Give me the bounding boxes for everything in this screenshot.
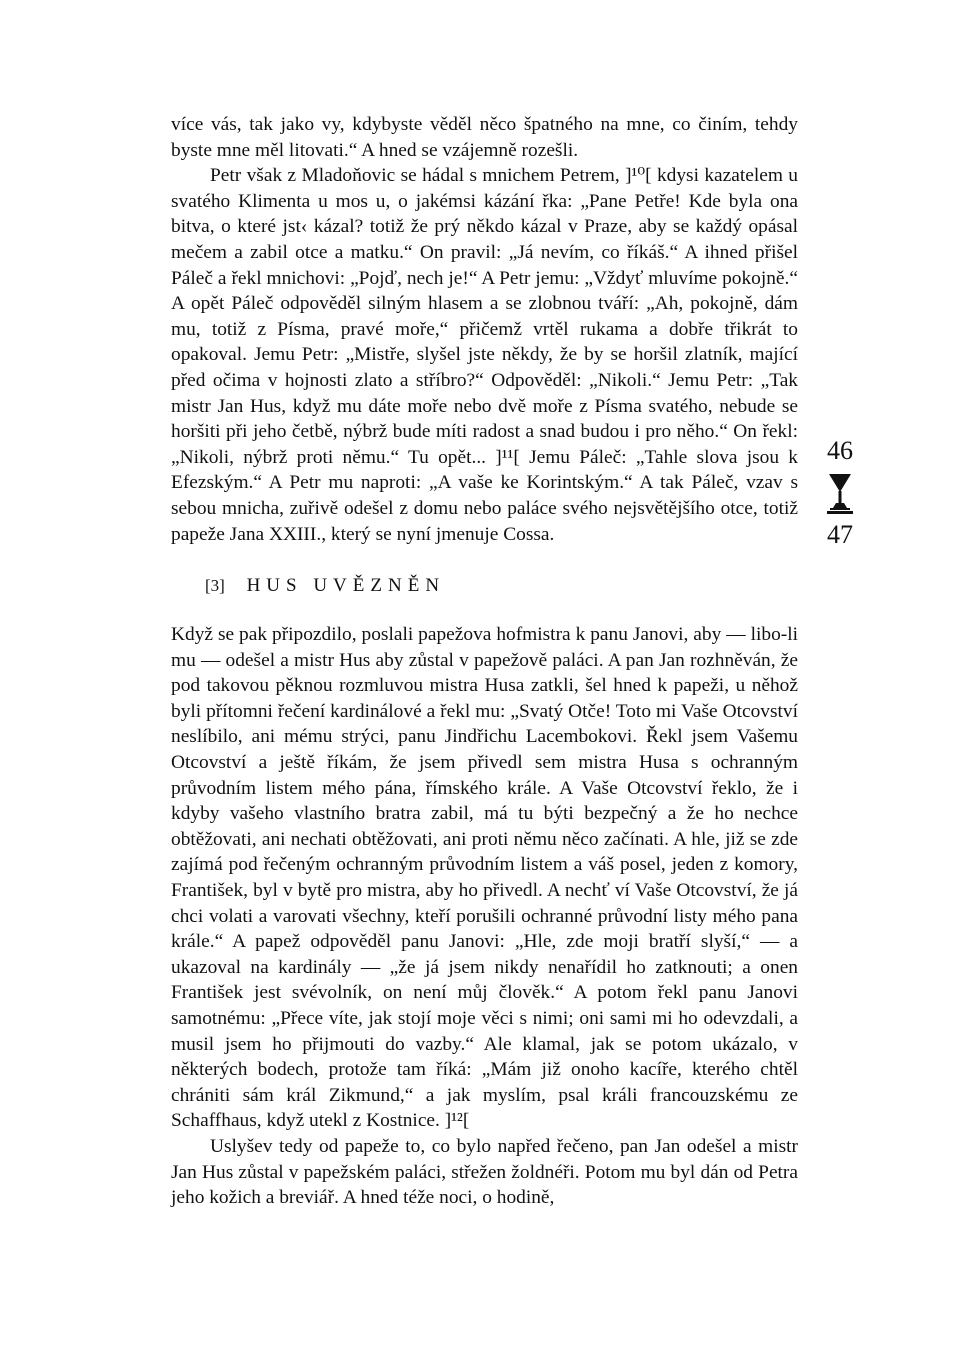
section-title: HUS UVĚZNĚN xyxy=(246,575,446,597)
page-number-top: 46 xyxy=(827,436,853,465)
margin-page-marker xyxy=(812,436,868,550)
paragraph-continued: více vás, tak jako vy, kdybyste věděl něco špatného na mne, co činím, tehdy byste mne měl litovati.“ A hned se vzájemně rozešli. xyxy=(171,114,798,161)
paragraph-hus-guarded: Uslyšev tedy od papeže to, co bylo napřed řečeno, pan Jan odešel a mistr Jan Hus zůstal v papežském paláci, střežen žoldnéři. Potom mu byl dán od Petra jeho kožich a breviář. A hned téže noci, o hodině, xyxy=(171,1135,798,1209)
paragraph-petr-debate: Petr však z Mladoňovic se hádal s mnichem Petrem, ]¹⁰[ kdysi kazatelem u svatého Klimenta u mos u, o jakémsi kázání řka: „Pane Petře! Kde byla ona bitva, o které jst‹ kázal? totiž že prý někdo kázal v Praze, aby se každý opásal mečem a zabil otce a matku.“ On pravil: „Já nevím, co říkáš.“ A ihned přišel Páleč a řekl mnichovi: „Pojď, nech je!“ A Petr jemu: „Vždyť mluvíme pokojně.“ A opět Páleč odpověděl silným hlasem a se zlobnou tváří: „Ah, pokojně, dám mu, totiž z Písma, pravé moře,“ přičemž vrtěl rukama a dobře třikrát to opakoval. Jemu Petr: „Mistře, slyšel jste někdy, že by se horšil zlatník, mající před očima v hojnosti zlato a stříbro?“ Odpověděl: „Nikoli.“ Jemu Petr: „Tak mistr Jan Hus, když mu dáte moře nebo dvě moře z Písma svatého, nebude se horšiti při jeho četbě, nýbrž bude míti radost a snad budou i pro něho.“ On řekl: „Nikoli, nýbrž proti němu.“ Tu opět... ]¹¹[ Jemu Páleč: „Tahle slova jsou k Efezským.“ A Petr mu naproti: „A vaše ke Korintským.“ A tak Páleč, vzav s sebou mnicha, zuřivě odešel z domu nebo paláce svého nejsvětějšího otce, totiž papeže Jana XXIII., který se nyní jmenuje Cossa. xyxy=(171,165,798,545)
paragraph-hus-arrest: Když se pak připozdilo, poslali papežova hofmistra k panu Janovi, aby — libo-li mu — odešel a mistr Hus aby zůstal v papežově paláci. A pan Jan rozhněván, že pod takovou pěknou rozmluvou mistra Husa zatkli, šel hned k papeži, u něhož byli přítomni řečení kardinálové a řekl mu: „Svatý Otče! Toto mi Vaše Otcovství neslíbilo, ani mému strýci, panu Jindřichu Lacembokovi. Řekl jsem Vašemu Otcovství a ještě říkám, že jsem přivedl sem mistra Husa s ochranným průvodním listem mého pána, římského krále. A Vaše Otcovství řeklo, že i kdyby vašeho vlastního bratra zabil, má tu býti bezpečný a že ho nechce obtěžovati, ani nechati obtěžovati, ani proti němu něco začínati. A hle, již se zde zajímá pod řečeným ochranným průvodním listem a váš posel, jeden z komory, František, byl v bytě pro mistra, aby ho přivedl. A nechť ví Vaše Otcovství, že já chci volati a varovati všechny, kteří porušili ochranné průvodní listy mého pana krále.“ A papež odpověděl panu Janovi: „Hle, zde moji bratří slyší,“ — a ukazoval na kardinály — „že já jsem nikdy nenařídil ho zatknouti; a onen František jest svévolník, on není můj člověk.“ A potom řekl panu Janovi samotnému: „Přece víte, jak stojí moje věci s nimi; oni sami mi ho odevzdali, a musil jsem ho přijmouti do vazby.“ Ale klamal, jak se potom ukázalo, v některých bodech, protože tam říká: „Mám již onoho kacíře, kterého chtěl chrániti sám král Zikmund,“ a jak myslím, psal králi francouzskému ze Schaffhaus, když utekl z Kostnice. ]¹²[ xyxy=(171,624,798,1132)
section-heading xyxy=(205,573,798,599)
text-column xyxy=(171,112,798,1211)
chalice-icon xyxy=(826,472,854,516)
page-number-bottom: 47 xyxy=(827,520,853,549)
section-number: [3] xyxy=(205,576,225,596)
